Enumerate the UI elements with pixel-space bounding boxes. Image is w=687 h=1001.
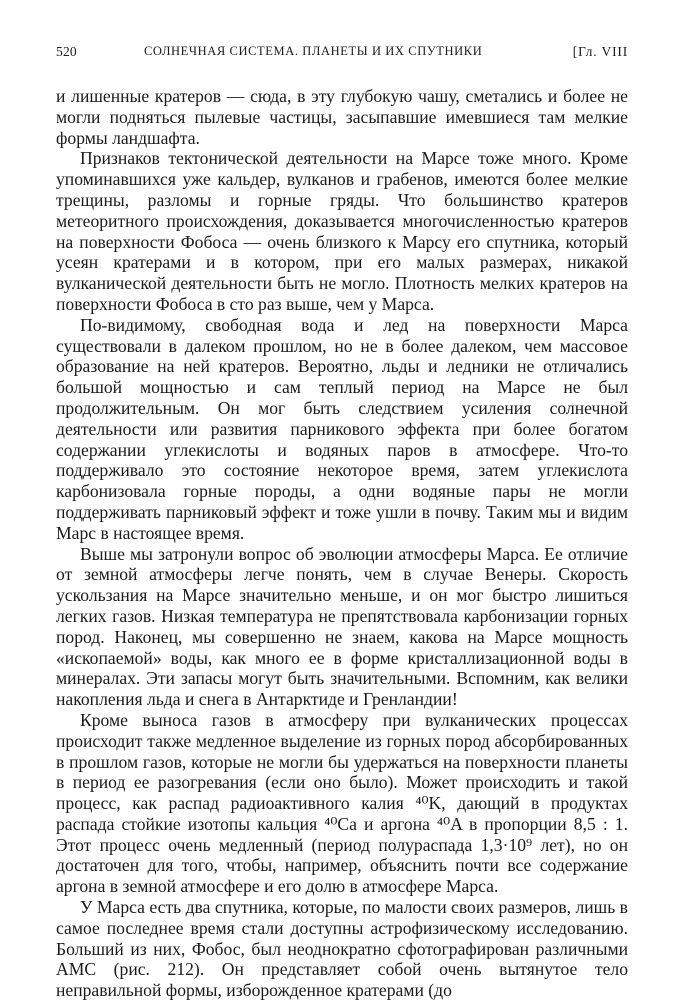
paragraph-water-ice: По-видимому, свободная вода и лед на поверхности Марса существовали в далеком прошлом, но не в более далеком, чем массовое образование на ней кратеров. Вероятно, льды и ледники не отличались большой мощностью и сам теплый период на Марсе не был продолжительным. Он мог быть следствием усиления солнечной деятельности или развития парникового эффекта при более богатом содержании углекислоты и водяных паров в атмосфере. Что-то поддерживало это состояние некоторое время, затем углекислота карбонизовала горные породы, а одни водяные пары не могли поддерживать парниковый эффект и тоже ушли в почву. Таким мы и видим Марс в настоящее время. bbox=[56, 314, 628, 543]
chapter-reference: [Гл. VIII bbox=[572, 44, 628, 59]
paragraph-continuation: и лишенные кратеров — сюда, в эту глубокую чашу, сметались и более не могли подняться пылевые частицы, засыпавшие имевшиеся там мелкие формы ландшафта. bbox=[56, 86, 628, 148]
paragraph-satellites: У Марса есть два спутника, которые, по малости своих размеров, лишь в самое последнее время стали доступны астрофизическому исследованию. Больший из них, Фобос, был неоднократно сфотографирован различными АМС (рис. 212). Он представляет собой очень вытянутое тело неправильной формы, изборожденное кратерами (до bbox=[56, 897, 628, 1001]
paragraph-atmosphere-evolution: Выше мы затронули вопрос об эволюции атмосферы Марса. Ее отличие от земной атмосферы легче понять, чем в случае Венеры. Скорость ускользания на Марсе значительно меньше, и он мог быстро лишиться легких газов. Низкая температура не препятствовала карбонизации горных пород. Наконец, мы совершенно не знаем, какова на Марсе мощность «ископаемой» воды, как много ее в форме кристаллизационной воды в минералах. Эти запасы могут быть значительными. Вспомним, как велики накопления льда и снега в Антарктиде и Гренландии! bbox=[56, 543, 628, 710]
page-number: 520 bbox=[56, 44, 77, 59]
body-text bbox=[56, 86, 628, 1001]
paragraph-gas-release: Кроме выноса газов в атмосферу при вулканических процессах происходит также медленное выделение из горных пород абсорбированных в прошлом газов, которые не могли бы удержаться на поверхности планеты в период ее разогревания (если оно было). Может происходить и такой процесс, как распад радиоактивного калия ⁴⁰K, дающий в продуктах распада стойкие изотопы кальция ⁴⁰Ca и аргона ⁴⁰A в пропорции 8,5 : 1. Этот процесс очень медленный (период полураспада 1,3·10⁹ лет), но он достаточен для того, чтобы, например, объяснить почти все содержание аргона в земной атмосфере и его долю в атмосфере Марса. bbox=[56, 709, 628, 897]
paragraph-tectonics: Признаков тектонической деятельности на Марсе тоже много. Кроме упоминавшихся уже кальдер, вулканов и грабенов, имеются более мелкие трещины, разломы и горные гряды. Что большинство кратеров метеоритного происхождения, доказывается многочисленностью кратеров на поверхности Фобоса — очень близкого к Марсу его спутника, который усеян кратерами и в котором, при его малых размерах, никакой вулканической деятельности быть не могло. Плотность мелких кратеров на поверхности Фобоса в сто раз выше, чем у Марса. bbox=[56, 148, 628, 314]
page-header bbox=[56, 44, 628, 66]
running-title: СОЛНЕЧНАЯ СИСТЕМА. ПЛАНЕТЫ И ИХ СПУТНИКИ bbox=[144, 44, 483, 58]
